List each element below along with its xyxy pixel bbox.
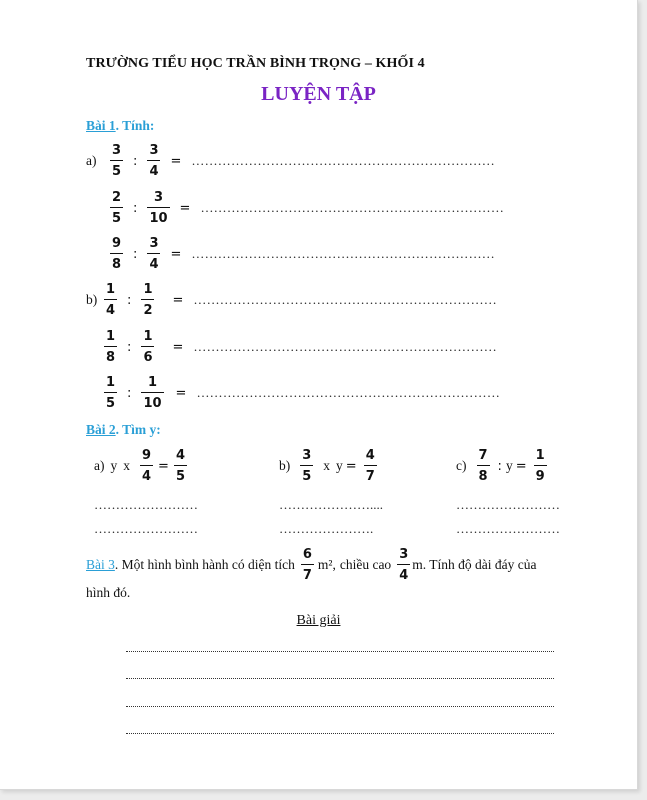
bai1-row-2: [86, 186, 505, 230]
numerator: 1: [143, 329, 153, 344]
bai2-b-label: b): [279, 458, 291, 473]
bai2-a-label: a): [94, 458, 105, 473]
bai3-problem: [86, 548, 566, 582]
bai1-heading-text: . Tính:: [115, 118, 155, 133]
bai2-part-a: [94, 444, 191, 488]
numerator: 4: [175, 448, 185, 463]
denominator: 5: [174, 465, 187, 483]
multiply-sign: x: [323, 458, 331, 473]
fraction: [477, 449, 490, 483]
divide-sign: :: [127, 339, 132, 355]
fraction: [110, 191, 123, 225]
bai1-part-b-label: b): [86, 292, 98, 307]
numerator: 9: [112, 236, 122, 251]
denominator: 8: [104, 346, 117, 364]
denominator: 5: [300, 465, 313, 483]
bai3-text-2: chiều cao: [339, 557, 392, 572]
equals-sign: =: [172, 339, 184, 355]
denominator: 4: [147, 253, 160, 271]
denominator: 4: [104, 299, 117, 317]
numerator: 3: [149, 143, 159, 158]
numerator: 9: [142, 448, 152, 463]
fraction: [110, 237, 123, 271]
equals-sign: =: [175, 385, 187, 401]
bai2-part-c: [456, 444, 551, 488]
solution-heading: Bài giải: [296, 613, 341, 628]
numerator: 1: [147, 375, 157, 390]
denominator: 2: [141, 299, 154, 317]
denominator: 10: [147, 207, 169, 225]
numerator: 4: [365, 448, 375, 463]
fraction: [147, 237, 160, 271]
denominator: 4: [147, 160, 160, 178]
denominator: 4: [140, 465, 153, 483]
divide-sign: :: [133, 200, 138, 216]
equals-sign: =: [345, 458, 357, 474]
denominator: 4: [397, 564, 410, 582]
bai2-a-dots-2: ……………………: [94, 521, 198, 536]
denominator: 8: [110, 253, 123, 271]
numerator: 3: [149, 236, 159, 251]
bai1-row-3: [86, 232, 495, 276]
bai1-part-a-label: a): [86, 153, 97, 168]
numerator: 1: [106, 375, 116, 390]
fraction: [141, 283, 154, 317]
numerator: 6: [302, 547, 312, 562]
answer-line: [126, 677, 554, 679]
denominator: 6: [141, 346, 154, 364]
bai3-text-1: . Một hình bình hành có diện tích: [114, 557, 295, 572]
answer-dots: ……………………………………………………………: [193, 339, 497, 354]
numerator: 1: [106, 329, 116, 344]
answer-dots: ……………………………………………………………: [196, 385, 501, 400]
answer-dots: ……………………………………………………………: [193, 292, 497, 307]
equals-sign: =: [172, 292, 184, 308]
bai2-b-dots-1: …………………....: [279, 497, 383, 512]
bai3-text-3: m. Tính độ dài đáy của: [412, 557, 537, 572]
numerator: 1: [535, 448, 545, 463]
bai2-c-label: c): [456, 458, 467, 473]
bai3-unit-1: m²,: [317, 557, 336, 572]
bai1-heading: [86, 118, 154, 134]
divide-sign: :: [133, 246, 138, 262]
fraction: [397, 548, 410, 582]
denominator: 9: [534, 465, 547, 483]
fraction: [147, 191, 169, 225]
numerator: 7: [478, 448, 488, 463]
answer-line: [126, 732, 554, 734]
bai1-row-4: [86, 278, 497, 322]
bai1-row-6: [86, 371, 501, 415]
divide-sign: :: [133, 153, 138, 169]
denominator: 5: [104, 392, 117, 410]
numerator: 3: [302, 448, 312, 463]
equals-sign: =: [170, 246, 182, 262]
numerator: 3: [153, 190, 163, 205]
answer-dots: ……………………………………………………………: [191, 246, 495, 261]
divide-sign: :: [127, 292, 132, 308]
bai2-part-b: [279, 444, 381, 488]
fraction: [147, 144, 160, 178]
fraction: [141, 330, 154, 364]
divide-sign: :: [127, 385, 132, 401]
bai2-c-dots-1: ……………………: [456, 497, 560, 512]
denominator: 5: [110, 207, 123, 225]
fraction: [364, 449, 377, 483]
numerator: 3: [112, 143, 122, 158]
bai2-c-dots-2: ……………………: [456, 521, 560, 536]
bai1-row-1: [86, 139, 495, 183]
answer-dots: ……………………………………………………………: [200, 200, 505, 215]
numerator: 2: [112, 190, 122, 205]
fraction: [110, 144, 123, 178]
fraction: [104, 330, 117, 364]
fraction: [104, 283, 117, 317]
bai2-a-dots-1: ……………………: [94, 497, 198, 512]
fraction: [140, 449, 153, 483]
bai3-text-4: hình đó.: [86, 585, 131, 600]
bai2-b-dots-2: ………………….: [279, 521, 374, 536]
fraction: [104, 376, 117, 410]
bai1-label: Bài 1: [86, 118, 116, 133]
equals-sign: =: [515, 458, 527, 474]
numerator: 3: [399, 547, 409, 562]
bai2-heading-text: . Tìm y:: [115, 422, 161, 437]
bai3-label: Bài 3: [86, 557, 115, 572]
bai2-label: Bài 2: [86, 422, 116, 437]
fraction: [300, 449, 313, 483]
variable-y: y: [505, 458, 513, 473]
answer-line: [126, 650, 554, 652]
variable-y: y: [336, 458, 343, 473]
fraction: [534, 449, 547, 483]
school-header: TRƯỜNG TIỂU HỌC TRẦN BÌNH TRỌNG – KHỐI 4: [86, 56, 425, 71]
denominator: 7: [301, 564, 314, 582]
numerator: 1: [106, 282, 116, 297]
divide-sign: :: [497, 458, 502, 474]
answer-dots: ……………………………………………………………: [191, 153, 495, 168]
equals-sign: =: [179, 200, 191, 216]
page-title: LUYỆN TẬP: [261, 83, 376, 105]
bai1-row-5: [86, 325, 497, 369]
fraction: [174, 449, 187, 483]
denominator: 8: [477, 465, 490, 483]
variable-y: y: [110, 458, 118, 473]
denominator: 5: [110, 160, 123, 178]
bai2-heading: [86, 422, 161, 438]
fraction: [301, 548, 314, 582]
denominator: 7: [364, 465, 377, 483]
equals-sign: =: [170, 153, 182, 169]
numerator: 1: [143, 282, 153, 297]
answer-line: [126, 705, 554, 707]
fraction: [141, 376, 163, 410]
equals-sign: =: [158, 458, 169, 474]
denominator: 10: [141, 392, 163, 410]
multiply-sign: x: [123, 458, 130, 473]
